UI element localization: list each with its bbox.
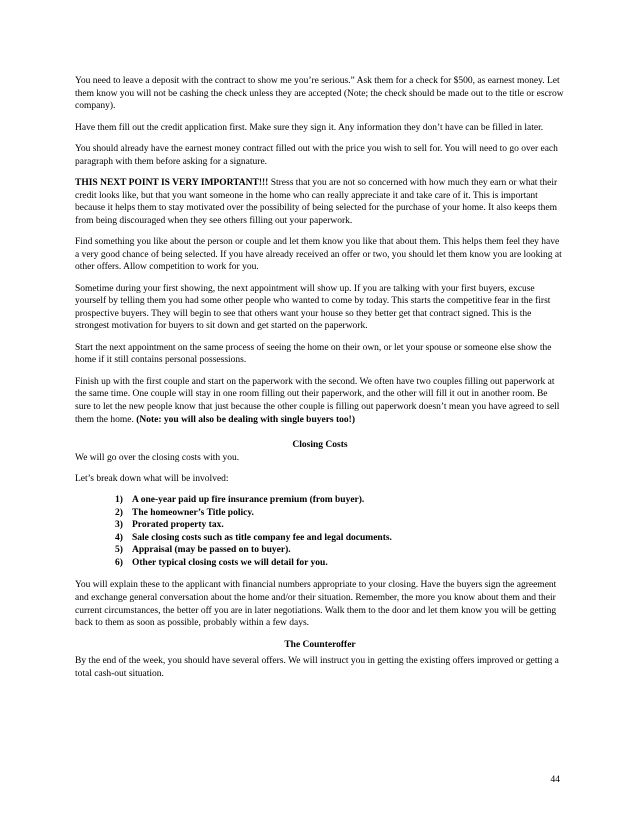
page-body (75, 75, 565, 689)
finish-up-text: Finish up with the first couple and start on the paperwork with the second. We often have two couples filling out paperwork at the same time. One couple will stay in one room filling out their paperwork, and the other will fill it out in another room. Be sure to let the new people know that just because the other couple is filling out paperwork doesn’t mean you have agreed to sell them the home. (75, 376, 560, 425)
paragraph-first-showing: Sometime during your first showing, the next appointment will show up. If you are talking with your first buyers, excuse yourself by telling them you had some other people who wanted to come by today. This starts the competitive fear in the first prospective buyers. They will begin to see that others want your house so they better get that contract signed. This is the strongest motivation for buyers to sit down and get started on the paperwork. (75, 283, 551, 332)
list-item: 6) Other typical closing costs we will detail for you. (115, 557, 328, 568)
paragraph-credit-application: Have them fill out the credit application first. Make sure they sign it. Any information they don’t have can be filled in later. (75, 122, 544, 133)
important-point-text: Stress that you are not so concerned with how much they earn or what their credit looks like, but that you want someone in the home who can really appreciate it and take care of it. This is important because it helps them to stay motivated over the possibility of being selected for the purchase of your home. It also keeps them from being discouraged when they see others filling out your paperwork. (75, 177, 558, 226)
paragraph-counteroffer: By the end of the week, you should have several offers. We will instruct you in getting the existing offers improved or getting a total cash-out situation. (75, 656, 559, 679)
counteroffer-heading: The Counteroffer (284, 639, 356, 650)
closing-costs-list (75, 494, 565, 569)
finish-up-note: (Note: you will also be dealing with single buyers too!) (136, 414, 355, 425)
closing-costs-heading: Closing Costs (292, 440, 348, 451)
paragraph-important-point (75, 177, 565, 227)
important-point-emphasis: THIS NEXT POINT IS VERY IMPORTANT!!! (75, 177, 269, 188)
paragraph-explain-costs: You will explain these to the applicant with financial numbers appropriate to your closing. Have the buyers sign the agreement and exchange general conversation about the home and/or their situation. Remember, the more you know about them and their current circumstances, the better off you are in later negotiations. Walk them to the door and let them know you will be getting back to them as soon as possible, probably within a few days. (75, 580, 557, 629)
list-item: 2) The homeowner’s Title policy. (115, 507, 254, 518)
list-item: 4) Sale closing costs such as title company fee and legal documents. (115, 532, 392, 543)
paragraph-deposit: You need to leave a deposit with the contract to show me you’re serious.” Ask them for a check for $500, as earnest money. Let them know you will not be cashing the check unless they are accepted (Note; the check should be made out to the title or escrow company). (75, 76, 564, 112)
page-number: 44 (550, 775, 560, 785)
list-item: 3) Prorated property tax. (115, 520, 224, 531)
closing-costs-intro: We will go over the closing costs with you. (75, 452, 240, 463)
paragraph-earnest-money-contract: You should already have the earnest money contract filled out with the price you wish to sell for. You will need to go over each paragraph with them before asking for a signature. (75, 143, 558, 167)
closing-costs-lead: Let’s break down what will be involved: (75, 474, 229, 485)
paragraph-find-something: Find something you like about the person or couple and let them know you like that about them. This helps them feel they have a very good chance of being selected. If you have already received an offer or two, you should let them know you are looking at other offers. Allow competition to work for you. (75, 237, 562, 273)
paragraph-next-appointment: Start the next appointment on the same process of seeing the home on their own, or let your spouse or someone else show the home if it still contains personal possessions. (75, 342, 552, 366)
list-item: 1) A one-year paid up fire insurance premium (from buyer). (115, 495, 365, 506)
paragraph-finish-up (75, 376, 565, 426)
list-item: 5) Appraisal (may be passed on to buyer). (115, 545, 291, 556)
